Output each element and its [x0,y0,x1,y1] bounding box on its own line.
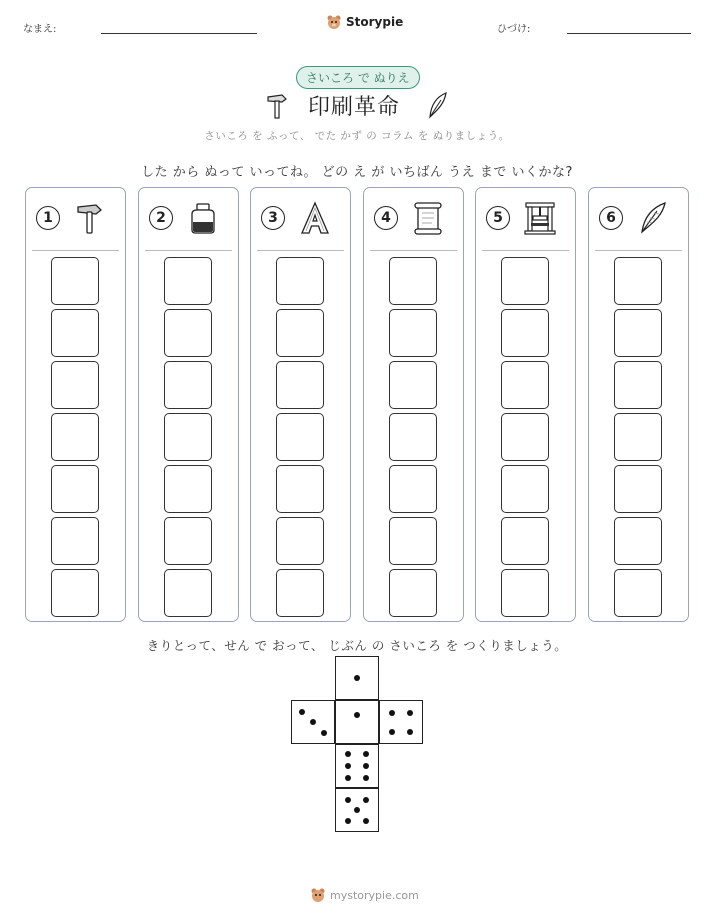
column-divider [595,250,682,251]
dice-column-6 [588,187,689,622]
color-box[interactable] [389,569,437,617]
color-box[interactable] [276,257,324,305]
color-box[interactable] [501,465,549,513]
color-box[interactable] [389,465,437,513]
color-box[interactable] [276,569,324,617]
dice-face-4 [379,700,423,744]
printing-press-icon [522,200,558,236]
activity-badge: さいころ で ぬりえ [296,66,420,89]
column-divider [370,250,457,251]
color-box[interactable] [276,361,324,409]
dice-column-5 [475,187,576,622]
scroll-icon [410,200,446,236]
color-box[interactable] [164,517,212,565]
date-label: ひづけ: [497,24,531,35]
quill-icon [426,91,450,121]
color-box[interactable] [614,361,662,409]
color-box[interactable] [164,309,212,357]
column-number: 3 [261,206,285,230]
dice-column-3 [250,187,351,622]
color-box[interactable] [51,465,99,513]
color-box[interactable] [501,517,549,565]
footer-url[interactable]: mystorypie.com [330,888,419,902]
dice-column-2 [138,187,239,622]
page-title: 印刷革命 [308,95,401,120]
color-box[interactable] [614,465,662,513]
column-number: 4 [374,206,398,230]
cut-instruction: きりとって、せん で おって、 じぶん の さいころ を つくりましょう。 [146,638,568,653]
color-box[interactable] [389,361,437,409]
color-box[interactable] [501,257,549,305]
letter-a-icon [297,200,333,236]
column-number: 2 [149,206,173,230]
color-box[interactable] [51,413,99,461]
color-box[interactable] [51,517,99,565]
color-box[interactable] [501,413,549,461]
color-box[interactable] [501,361,549,409]
color-box[interactable] [614,257,662,305]
color-box[interactable] [501,569,549,617]
name-label: なまえ: [23,24,57,35]
color-box[interactable] [276,465,324,513]
color-box[interactable] [164,361,212,409]
color-box[interactable] [389,517,437,565]
color-box[interactable] [164,465,212,513]
bear-icon [310,887,326,903]
color-box[interactable] [164,257,212,305]
column-number: 5 [486,206,510,230]
color-box[interactable] [164,569,212,617]
color-box[interactable] [51,569,99,617]
color-box[interactable] [276,309,324,357]
color-box[interactable] [389,413,437,461]
dice-column-1 [25,187,126,622]
bear-icon [326,14,342,30]
column-number: 6 [599,206,623,230]
dice-face-5 [335,788,379,832]
color-box[interactable] [51,309,99,357]
column-number: 1 [36,206,60,230]
color-box[interactable] [51,257,99,305]
dice-face-center [335,700,379,744]
column-divider [145,250,232,251]
column-divider [257,250,344,251]
brand-logo [326,14,403,30]
hammer-icon [264,92,290,120]
column-divider [482,250,569,251]
dice-face-6 [335,744,379,788]
ink-bottle-icon [185,200,221,236]
name-line[interactable] [101,33,257,34]
instruction: した から ぬって いってね。 どの え が いちばん うえ まで いくかな? [141,165,573,180]
dice-column-4 [363,187,464,622]
color-box[interactable] [614,309,662,357]
subtitle: さいころ を ふって、 でた かず の コラム を ぬりましょう。 [204,130,510,142]
color-box[interactable] [501,309,549,357]
color-box[interactable] [389,257,437,305]
brand-name: Storypie [346,15,404,29]
color-box[interactable] [276,413,324,461]
quill-icon [635,200,671,236]
column-divider [32,250,119,251]
date-line[interactable] [567,33,691,34]
footer [310,887,419,903]
color-box[interactable] [614,517,662,565]
hammer-icon [72,200,108,236]
color-box[interactable] [276,517,324,565]
color-box[interactable] [51,361,99,409]
dice-face-1 [335,656,379,700]
color-box[interactable] [614,413,662,461]
color-box[interactable] [389,309,437,357]
dice-face-3 [291,700,335,744]
color-box[interactable] [164,413,212,461]
color-box[interactable] [614,569,662,617]
